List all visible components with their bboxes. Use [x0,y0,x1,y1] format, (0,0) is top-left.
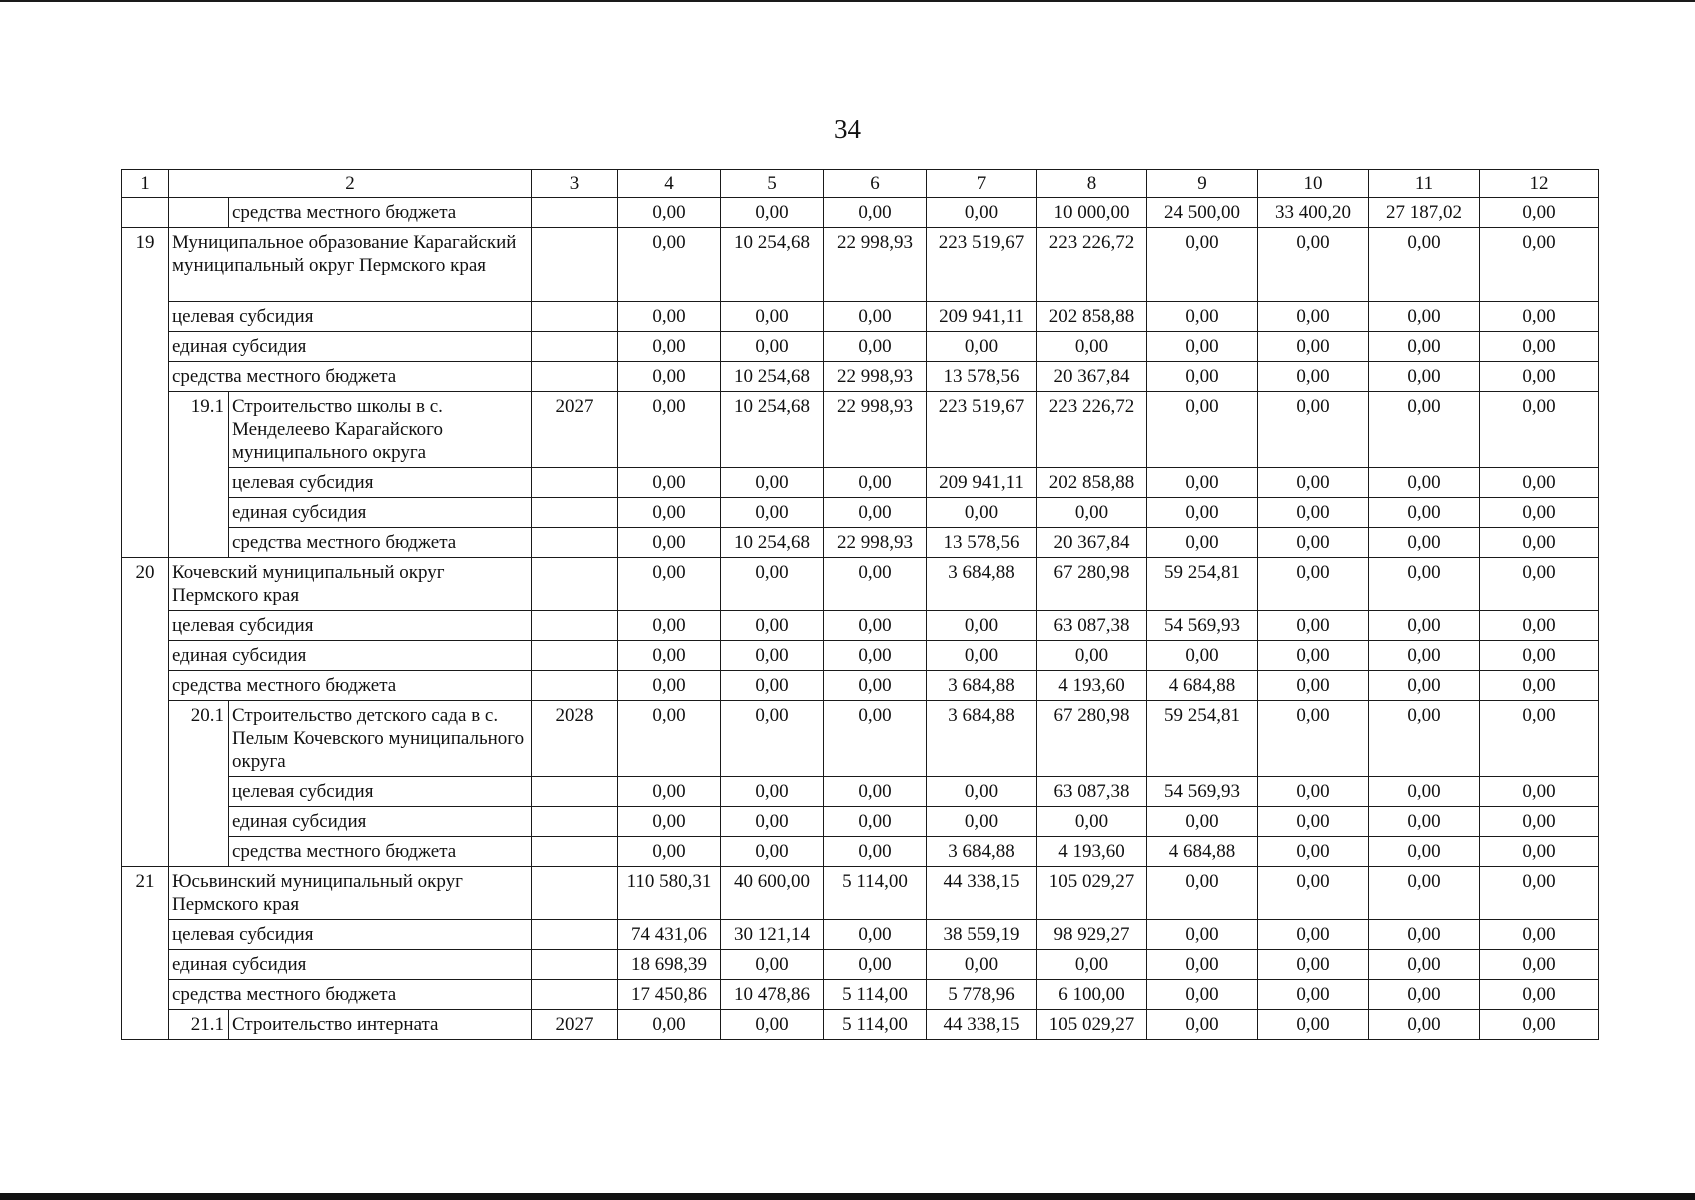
column-number-row [122,170,1599,198]
value-cell: 223 519,67 [927,392,1037,468]
value-cell: 67 280,98 [1037,701,1147,777]
table-row [122,950,1599,980]
value-cell: 105 029,27 [1037,1010,1147,1040]
table-row [122,1010,1599,1040]
header-cell: 12 [1480,170,1599,198]
value-cell: 0,00 [1369,558,1480,611]
value-cell: 0,00 [1369,611,1480,641]
value-cell: 0,00 [1369,528,1480,558]
value-cell: 0,00 [1037,807,1147,837]
value-cell: 3 684,88 [927,837,1037,867]
year-cell [532,777,618,807]
value-cell: 10 000,00 [1037,198,1147,228]
value-cell: 105 029,27 [1037,867,1147,920]
value-cell: 0,00 [1147,528,1258,558]
page-number: 34 [834,114,861,144]
value-cell: 0,00 [1147,950,1258,980]
value-cell: 0,00 [618,777,721,807]
value-cell: 0,00 [824,498,927,528]
value-cell: 0,00 [721,198,824,228]
value-cell: 27 187,02 [1369,198,1480,228]
value-cell: 0,00 [927,332,1037,362]
value-cell: 0,00 [1258,701,1369,777]
value-cell: 0,00 [824,837,927,867]
value-cell: 0,00 [1369,228,1480,302]
value-cell: 38 559,19 [927,920,1037,950]
value-cell: 0,00 [1258,641,1369,671]
table-row [122,641,1599,671]
header-cell: 5 [721,170,824,198]
year-cell [532,468,618,498]
value-cell: 0,00 [1480,558,1599,611]
row-label: целевая субсидия [229,777,532,807]
value-cell: 0,00 [618,498,721,528]
value-cell: 0,00 [721,837,824,867]
year-cell [532,611,618,641]
year-cell [532,807,618,837]
value-cell: 5 778,96 [927,980,1037,1010]
value-cell: 0,00 [1369,641,1480,671]
value-cell: 0,00 [927,498,1037,528]
header-cell: 1 [122,170,169,198]
value-cell: 0,00 [1147,867,1258,920]
value-cell: 18 698,39 [618,950,721,980]
year-cell [532,498,618,528]
value-cell: 40 600,00 [721,867,824,920]
row-label: средства местного бюджета [229,528,532,558]
value-cell: 63 087,38 [1037,611,1147,641]
value-cell: 6 100,00 [1037,980,1147,1010]
value-cell: 0,00 [1037,332,1147,362]
table-row [122,468,1599,498]
value-cell: 0,00 [1258,362,1369,392]
value-cell: 0,00 [618,392,721,468]
value-cell: 223 226,72 [1037,392,1147,468]
table-row [122,392,1599,468]
value-cell: 0,00 [1258,950,1369,980]
value-cell: 0,00 [1369,392,1480,468]
year-cell [532,950,618,980]
value-cell: 0,00 [721,701,824,777]
value-cell: 0,00 [1369,867,1480,920]
value-cell: 0,00 [1258,468,1369,498]
row-label: единая субсидия [169,332,532,362]
value-cell: 0,00 [1480,980,1599,1010]
value-cell: 10 478,86 [721,980,824,1010]
row-label: целевая субсидия [169,920,532,950]
value-cell: 22 998,93 [824,528,927,558]
row-label: единая субсидия [229,498,532,528]
header-cell: 8 [1037,170,1147,198]
row-label: единая субсидия [229,807,532,837]
value-cell: 0,00 [1480,671,1599,701]
value-cell: 0,00 [1258,920,1369,950]
row-number: 21 [122,867,169,1040]
value-cell: 0,00 [1037,498,1147,528]
value-cell: 0,00 [1480,641,1599,671]
value-cell: 74 431,06 [618,920,721,950]
value-cell: 0,00 [824,807,927,837]
value-cell: 0,00 [721,558,824,611]
value-cell: 0,00 [1258,671,1369,701]
value-cell: 202 858,88 [1037,468,1147,498]
value-cell: 0,00 [1258,558,1369,611]
value-cell: 44 338,15 [927,867,1037,920]
value-cell: 0,00 [824,611,927,641]
value-cell: 0,00 [1480,920,1599,950]
value-cell: 0,00 [618,558,721,611]
year-cell [532,641,618,671]
value-cell: 0,00 [1147,468,1258,498]
value-cell: 223 226,72 [1037,228,1147,302]
value-cell: 0,00 [1147,228,1258,302]
subnum-cell [169,198,229,228]
value-cell: 0,00 [721,611,824,641]
value-cell: 54 569,93 [1147,777,1258,807]
value-cell: 0,00 [927,950,1037,980]
value-cell: 33 400,20 [1258,198,1369,228]
value-cell: 0,00 [1369,362,1480,392]
value-cell: 30 121,14 [721,920,824,950]
row-label: средства местного бюджета [229,198,532,228]
value-cell: 0,00 [1480,701,1599,777]
value-cell: 0,00 [1480,867,1599,920]
value-cell: 0,00 [1147,498,1258,528]
value-cell: 0,00 [721,332,824,362]
value-cell: 4 684,88 [1147,671,1258,701]
year-cell [532,920,618,950]
value-cell: 0,00 [618,701,721,777]
value-cell: 0,00 [721,498,824,528]
year-cell [532,558,618,611]
value-cell: 0,00 [1258,837,1369,867]
value-cell: 0,00 [927,198,1037,228]
value-cell: 3 684,88 [927,558,1037,611]
table-row [122,611,1599,641]
row-label: средства местного бюджета [169,362,532,392]
value-cell: 0,00 [1480,362,1599,392]
value-cell: 0,00 [618,362,721,392]
header-cell: 4 [618,170,721,198]
value-cell: 98 929,27 [1037,920,1147,950]
value-cell: 0,00 [1258,777,1369,807]
value-cell: 0,00 [1147,807,1258,837]
scan-bottom-edge [0,1193,1695,1200]
year-cell: 2027 [532,392,618,468]
row-label: целевая субсидия [229,468,532,498]
value-cell: 0,00 [1369,1010,1480,1040]
value-cell: 0,00 [618,641,721,671]
header-cell: 9 [1147,170,1258,198]
value-cell: 0,00 [1037,950,1147,980]
value-cell: 3 684,88 [927,701,1037,777]
row-label: средства местного бюджета [169,671,532,701]
year-cell [532,671,618,701]
value-cell: 0,00 [927,807,1037,837]
table-row [122,498,1599,528]
row-label: средства местного бюджета [229,837,532,867]
value-cell: 0,00 [1480,950,1599,980]
value-cell: 0,00 [721,671,824,701]
value-cell: 0,00 [927,777,1037,807]
value-cell: 0,00 [1258,228,1369,302]
value-cell: 0,00 [721,950,824,980]
value-cell: 0,00 [1369,302,1480,332]
value-cell: 0,00 [1369,468,1480,498]
value-cell: 0,00 [1480,228,1599,302]
value-cell: 0,00 [1480,528,1599,558]
value-cell: 0,00 [1369,980,1480,1010]
value-cell: 0,00 [618,468,721,498]
value-cell: 0,00 [824,671,927,701]
value-cell: 13 578,56 [927,362,1037,392]
row-label: Кочевский муниципальный округ Пермского края [169,558,532,611]
value-cell: 0,00 [618,671,721,701]
table-row [122,980,1599,1010]
value-cell: 0,00 [824,777,927,807]
value-cell: 0,00 [1147,362,1258,392]
value-cell: 0,00 [721,302,824,332]
value-cell: 0,00 [1369,671,1480,701]
budget-table [121,169,1599,1040]
year-cell: 2027 [532,1010,618,1040]
row-label: Юсьвинский муниципальный округ Пермского края [169,867,532,920]
value-cell: 209 941,11 [927,468,1037,498]
value-cell: 24 500,00 [1147,198,1258,228]
value-cell: 0,00 [721,777,824,807]
value-cell: 13 578,56 [927,528,1037,558]
value-cell: 0,00 [618,837,721,867]
row-subnumber: 19.1 [169,392,229,558]
value-cell: 0,00 [1480,1010,1599,1040]
value-cell: 110 580,31 [618,867,721,920]
row-number: 19 [122,228,169,558]
value-cell: 0,00 [1258,980,1369,1010]
row-subnumber: 21.1 [169,1010,229,1040]
header-cell: 11 [1369,170,1480,198]
value-cell: 0,00 [1258,528,1369,558]
value-cell: 0,00 [721,641,824,671]
value-cell: 17 450,86 [618,980,721,1010]
value-cell: 0,00 [1480,777,1599,807]
value-cell: 4 193,60 [1037,671,1147,701]
value-cell: 63 087,38 [1037,777,1147,807]
row-label: целевая субсидия [169,302,532,332]
table-row [122,837,1599,867]
value-cell: 0,00 [1369,837,1480,867]
value-cell: 0,00 [1480,302,1599,332]
year-cell [532,302,618,332]
value-cell: 0,00 [618,228,721,302]
value-cell: 0,00 [1147,302,1258,332]
value-cell: 22 998,93 [824,362,927,392]
header-cell: 6 [824,170,927,198]
value-cell: 0,00 [1258,1010,1369,1040]
value-cell: 0,00 [824,950,927,980]
value-cell: 0,00 [1147,1010,1258,1040]
value-cell: 10 254,68 [721,362,824,392]
value-cell: 0,00 [1369,701,1480,777]
value-cell: 5 114,00 [824,980,927,1010]
value-cell: 10 254,68 [721,228,824,302]
value-cell: 0,00 [1258,611,1369,641]
table-row [122,302,1599,332]
table-row [122,671,1599,701]
value-cell: 0,00 [824,701,927,777]
value-cell: 20 367,84 [1037,528,1147,558]
value-cell: 0,00 [1369,950,1480,980]
table-row [122,807,1599,837]
value-cell: 0,00 [1480,807,1599,837]
year-cell: 2028 [532,701,618,777]
value-cell: 0,00 [618,332,721,362]
value-cell: 54 569,93 [1147,611,1258,641]
value-cell: 0,00 [1369,498,1480,528]
value-cell: 0,00 [1480,611,1599,641]
row-label: средства местного бюджета [169,980,532,1010]
table-row [122,362,1599,392]
row-label: целевая субсидия [169,611,532,641]
table-row [122,228,1599,302]
value-cell: 0,00 [721,807,824,837]
table-row [122,332,1599,362]
year-cell [532,980,618,1010]
header-cell: 7 [927,170,1037,198]
year-cell [532,362,618,392]
value-cell: 22 998,93 [824,392,927,468]
value-cell: 0,00 [618,528,721,558]
value-cell: 5 114,00 [824,867,927,920]
value-cell: 0,00 [824,468,927,498]
value-cell: 223 519,67 [927,228,1037,302]
value-cell: 0,00 [721,468,824,498]
value-cell: 10 254,68 [721,528,824,558]
value-cell: 0,00 [1258,392,1369,468]
row-label: Строительство интерната [229,1010,532,1040]
value-cell: 67 280,98 [1037,558,1147,611]
table-row [122,198,1599,228]
value-cell: 0,00 [824,198,927,228]
value-cell: 202 858,88 [1037,302,1147,332]
header-cell: 10 [1258,170,1369,198]
year-cell [532,198,618,228]
value-cell: 0,00 [1147,392,1258,468]
row-label: Строительство детского сада в с. Пелым Кочевского муниципального округа [229,701,532,777]
row-subnumber: 20.1 [169,701,229,867]
value-cell: 0,00 [1480,198,1599,228]
value-cell: 4 193,60 [1037,837,1147,867]
value-cell: 10 254,68 [721,392,824,468]
value-cell: 0,00 [1480,392,1599,468]
value-cell: 59 254,81 [1147,701,1258,777]
value-cell: 0,00 [1037,641,1147,671]
value-cell: 0,00 [1480,332,1599,362]
value-cell: 4 684,88 [1147,837,1258,867]
value-cell: 0,00 [1258,867,1369,920]
header-cell: 3 [532,170,618,198]
value-cell: 59 254,81 [1147,558,1258,611]
value-cell: 0,00 [1369,332,1480,362]
value-cell: 0,00 [824,302,927,332]
value-cell: 5 114,00 [824,1010,927,1040]
value-cell: 0,00 [824,641,927,671]
value-cell: 0,00 [927,611,1037,641]
table-row [122,777,1599,807]
value-cell: 0,00 [618,807,721,837]
value-cell: 0,00 [1480,468,1599,498]
value-cell: 0,00 [1258,302,1369,332]
table-row [122,867,1599,920]
value-cell: 0,00 [618,611,721,641]
value-cell: 44 338,15 [927,1010,1037,1040]
table-row [122,701,1599,777]
value-cell: 3 684,88 [927,671,1037,701]
value-cell: 0,00 [1480,837,1599,867]
value-cell: 22 998,93 [824,228,927,302]
year-cell [532,228,618,302]
value-cell: 0,00 [824,558,927,611]
value-cell: 0,00 [1258,498,1369,528]
scan-top-edge [0,0,1695,2]
value-cell: 0,00 [824,920,927,950]
value-cell: 0,00 [1147,920,1258,950]
value-cell: 0,00 [1258,332,1369,362]
value-cell: 0,00 [1258,807,1369,837]
table-row [122,920,1599,950]
value-cell: 0,00 [1480,498,1599,528]
row-label: Строительство школы в с. Менделеево Карагайского муниципального округа [229,392,532,468]
row-number: 20 [122,558,169,867]
num-cell [122,198,169,228]
value-cell: 0,00 [721,1010,824,1040]
year-cell [532,332,618,362]
table-row [122,528,1599,558]
year-cell [532,837,618,867]
value-cell: 0,00 [927,641,1037,671]
value-cell: 0,00 [1369,777,1480,807]
header-cell: 2 [169,170,532,198]
value-cell: 0,00 [618,302,721,332]
row-label: единая субсидия [169,950,532,980]
table-row [122,558,1599,611]
value-cell: 0,00 [824,332,927,362]
value-cell: 0,00 [1147,980,1258,1010]
value-cell: 0,00 [1147,332,1258,362]
value-cell: 0,00 [1369,920,1480,950]
year-cell [532,867,618,920]
value-cell: 209 941,11 [927,302,1037,332]
value-cell: 20 367,84 [1037,362,1147,392]
year-cell [532,528,618,558]
value-cell: 0,00 [1369,807,1480,837]
row-label: Муниципальное образование Карагайский муниципальный округ Пермского края [169,228,532,302]
value-cell: 0,00 [618,198,721,228]
value-cell: 0,00 [618,1010,721,1040]
row-label: единая субсидия [169,641,532,671]
value-cell: 0,00 [1147,641,1258,671]
